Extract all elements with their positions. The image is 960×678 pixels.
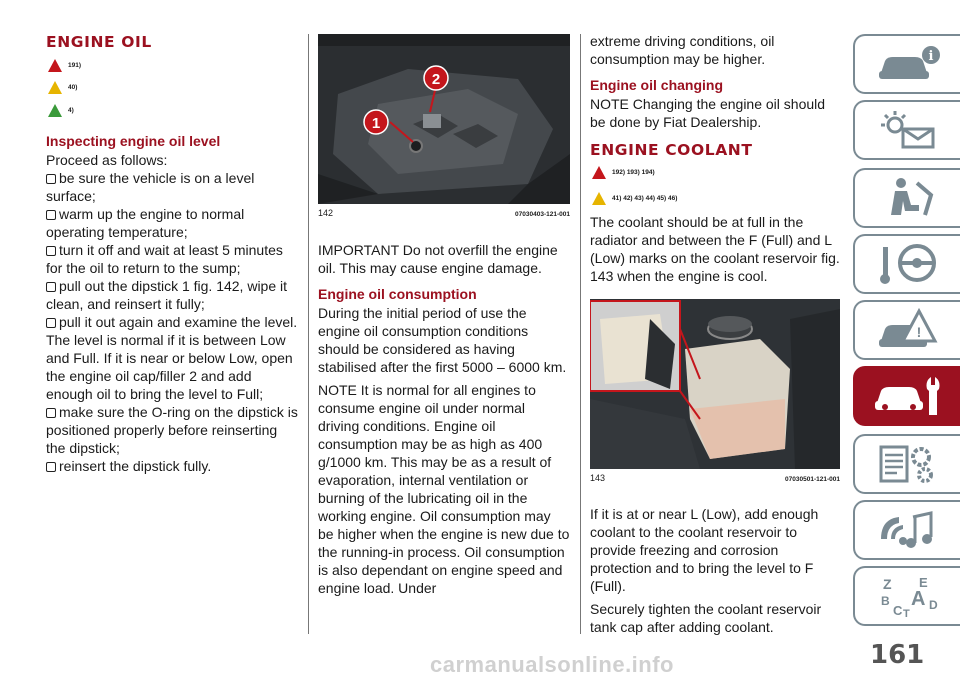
coolant-paragraph: The coolant should be at full in the radiator and between the F (Full) and L (Low) marks on the coolant reservoir fig. 143 when the engine is cool.: [590, 214, 840, 284]
svg-text:Z: Z: [882, 576, 892, 592]
svg-text:T: T: [902, 608, 910, 619]
consumption-paragraph: During the initial period of use the engine oil consumption conditions should be considered as having stabilised after the first 5000 – 6000 km.: [318, 305, 567, 375]
svg-text:A: A: [910, 588, 925, 610]
tab-safety[interactable]: [853, 168, 960, 228]
svg-text:C: C: [892, 603, 902, 618]
warning-ref: 191): [48, 56, 300, 74]
caution-ref: 40): [48, 78, 300, 96]
technical-data-icon: [873, 441, 943, 487]
figure-143-coolant-reservoir: [590, 299, 840, 469]
section-title-engine-oil: ENGINE OIL: [46, 33, 152, 51]
svg-text:2: 2: [431, 71, 441, 88]
multimedia-icon: [873, 507, 943, 553]
car-info-icon: [873, 41, 943, 87]
environment-ref: 4): [48, 101, 300, 119]
tab-technical-data[interactable]: [853, 434, 960, 494]
column-divider: [308, 34, 309, 634]
environment-icon: [48, 104, 62, 117]
figure-code: 07030403-121-001: [515, 211, 570, 218]
tab-car-info[interactable]: [853, 34, 960, 94]
warning-icon: [592, 166, 606, 179]
column-engine-oil: [46, 0, 300, 475]
checkbox-bullet-icon: [46, 174, 56, 184]
oil-changing-note: NOTE Changing the engine oil should be done by Fiat Dealership.: [590, 96, 826, 130]
tab-maintenance[interactable]: [853, 366, 960, 426]
consumption-note: NOTE It is normal for all engines to consume engine oil under normal driving conditions. Engine oil consumption may be as high as 400 g/1000 km. This may be as a result of evaporation, internal ventilation or burning of the lubricating oil in the working engine. Oil consumption may be higher when the engine is new due to the running-in process. Oil consumption is also dependant on engine speed and engine load. Under: [318, 382, 570, 596]
svg-text:i: i: [928, 49, 933, 64]
figure-number: 142: [318, 208, 334, 218]
svg-text:E: E: [918, 575, 928, 590]
step-item: reinsert the dipstick fully.: [46, 457, 300, 475]
safety-icon: [873, 175, 943, 221]
step-item: pull it out again and examine the level. The level is normal if it is between Low and Full. If it is near or below Low, open the engine oil cap/filler 2 and add enough oil to bring the level to Full;: [46, 314, 298, 402]
figure-caption: [318, 208, 570, 218]
svg-text:!: !: [916, 324, 921, 340]
engine-bay-illustration: [318, 34, 570, 204]
section-title-engine-coolant: ENGINE COOLANT: [590, 141, 753, 159]
checkbox-bullet-icon: [46, 246, 56, 256]
driving-icon: [873, 241, 943, 287]
svg-text:B: B: [880, 594, 890, 608]
tab-index[interactable]: [853, 566, 960, 626]
svg-text:1: 1: [371, 115, 381, 132]
coolant-cap-paragraph: Securely tighten the coolant reservoir tank cap after adding coolant.: [590, 601, 822, 635]
subtitle-oil-changing: Engine oil changing: [590, 77, 723, 93]
index-icon: [873, 573, 943, 619]
page-number: 161: [870, 640, 925, 670]
caution-icon: [48, 81, 62, 94]
figure-number: 143: [590, 473, 606, 483]
step-item: pull out the dipstick 1 fig. 142, wipe it clean, and reinsert it fully;: [46, 278, 288, 312]
caution-icon: [592, 192, 606, 205]
emergency-icon: [873, 307, 943, 353]
warning-ref: 192) 193) 194): [592, 163, 840, 181]
checkbox-bullet-icon: [46, 462, 56, 472]
tab-driving[interactable]: [853, 234, 960, 294]
warning-icon: [48, 59, 62, 72]
subtitle-inspecting: Inspecting engine oil level: [46, 133, 221, 149]
maintenance-icon: [873, 373, 943, 419]
checkbox-bullet-icon: [46, 282, 56, 292]
step-item: make sure the O-ring on the dipstick is positioned properly before reinserting the dipstick;: [46, 404, 298, 456]
step-item: turn it off and wait at least 5 minutes for the oil to return to the sump;: [46, 242, 283, 276]
intro-text: Proceed as follows:: [46, 152, 168, 168]
checkbox-bullet-icon: [46, 318, 56, 328]
warning-lights-icon: [873, 107, 943, 153]
column-oil-consumption: [318, 0, 570, 597]
svg-text:D: D: [928, 598, 938, 612]
subtitle-oil-consumption: Engine oil consumption: [318, 286, 477, 302]
continued-paragraph: extreme driving conditions, oil consumption may be higher.: [590, 33, 775, 67]
tab-multimedia[interactable]: [853, 500, 960, 560]
watermark: carmanualsonline.info: [430, 652, 674, 677]
figure-142-engine-bay: [318, 34, 570, 204]
coolant-add-paragraph: If it is at or near L (Low), add enough coolant to the coolant reservoir to provide freezing and corrosion protection and to bring the level to F (Full).: [590, 506, 819, 594]
tab-warning-lights[interactable]: [853, 100, 960, 160]
column-divider: [580, 34, 581, 634]
column-coolant: [590, 0, 840, 636]
figure-caption: [590, 473, 840, 483]
step-item: be sure the vehicle is on a level surface;: [46, 170, 255, 204]
caution-ref: 41) 42) 43) 44) 45) 46): [592, 189, 840, 207]
tab-emergency[interactable]: [853, 300, 960, 360]
figure-code: 07030501-121-001: [785, 476, 840, 483]
checkbox-bullet-icon: [46, 408, 56, 418]
checkbox-bullet-icon: [46, 210, 56, 220]
step-item: warm up the engine to normal operating temperature;: [46, 206, 245, 240]
important-note: IMPORTANT Do not overfill the engine oil. This may cause engine damage.: [318, 242, 558, 276]
coolant-reservoir-illustration: [590, 299, 840, 469]
